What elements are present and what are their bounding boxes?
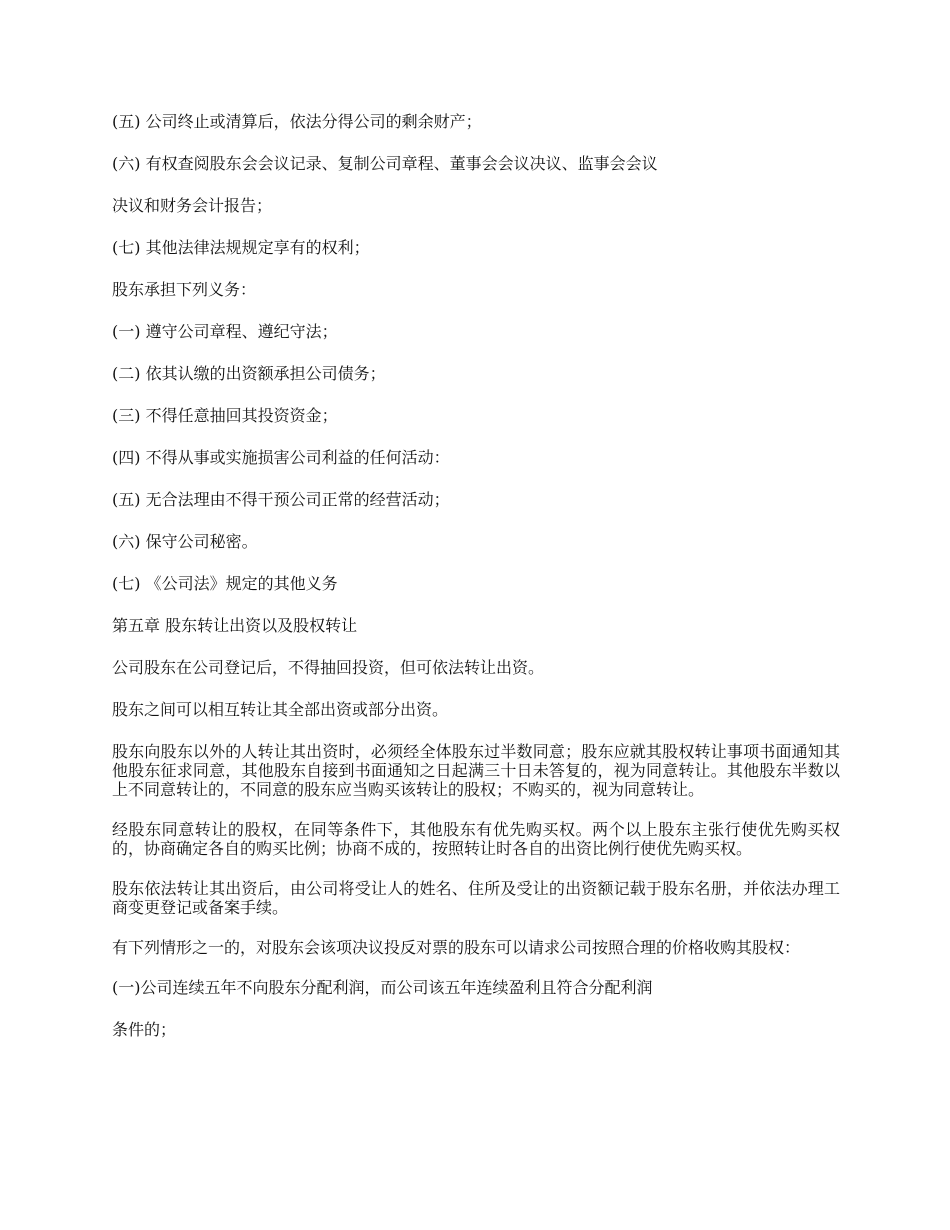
paragraph: (一)公司连续五年不向股东分配利润，而公司该五年连续盈利且符合分配利润 <box>112 978 653 997</box>
paragraph: (七) 《公司法》规定的其他义务 <box>112 574 338 593</box>
paragraph: (五) 无合法理由不得干预公司正常的经营活动； <box>112 490 450 509</box>
paragraph: (五) 公司终止或清算后，依法分得公司的剩余财产； <box>112 112 482 131</box>
paragraph: 股东向股东以外的人转让其出资时，必须经全体股东过半数同意；股东应就其股权转让事项书面通知其他股东征求同意，其他股东自接到书面通知之日起满三十日未答复的，视为同意转让。其他股东半数以上不同意转让的，不同意的股东应当购买该转让的股权；不购买的，视为同意转让。 <box>112 742 840 799</box>
paragraph: (七) 其他法律法规规定享有的权利； <box>112 238 370 257</box>
paragraph: 股东承担下列义务： <box>112 280 257 299</box>
paragraph: 股东之间可以相互转让其全部出资或部分出资。 <box>112 700 449 719</box>
paragraph: (六) 有权查阅股东会会议记录、复制公司章程、董事会会议决议、监事会会议 <box>112 154 658 173</box>
paragraph: 经股东同意转让的股权，在同等条件下，其他股东有优先购买权。两个以上股东主张行使优先购买权的，协商确定各自的购买比例；协商不成的，按照转让时各自的出资比例行使优先购买权。 <box>112 820 840 858</box>
paragraph: 公司股东在公司登记后，不得抽回投资，但可依法转让出资。 <box>112 658 545 677</box>
document-page <box>112 112 840 1062</box>
paragraph: 股东依法转让其出资后，由公司将受让人的姓名、住所及受让的出资额记载于股东名册，并依法办理工商变更登记或备案手续。 <box>112 879 840 917</box>
paragraph: (三) 不得任意抽回其投资资金； <box>112 406 338 425</box>
paragraph: 条件的； <box>112 1020 177 1039</box>
chapter-heading: 第五章 股东转让出资以及股权转让 <box>112 616 358 635</box>
paragraph: (六) 保守公司秘密。 <box>112 532 258 551</box>
paragraph: (二) 依其认缴的出资额承担公司债务； <box>112 364 386 383</box>
paragraph: (四) 不得从事或实施损害公司利益的任何活动： <box>112 448 450 467</box>
paragraph: 有下列情形之一的，对股东会该项决议投反对票的股东可以请求公司按照合理的价格收购其股权： <box>112 938 801 957</box>
paragraph: 决议和财务会计报告； <box>112 196 273 215</box>
paragraph: (一) 遵守公司章程、遵纪守法； <box>112 322 338 341</box>
